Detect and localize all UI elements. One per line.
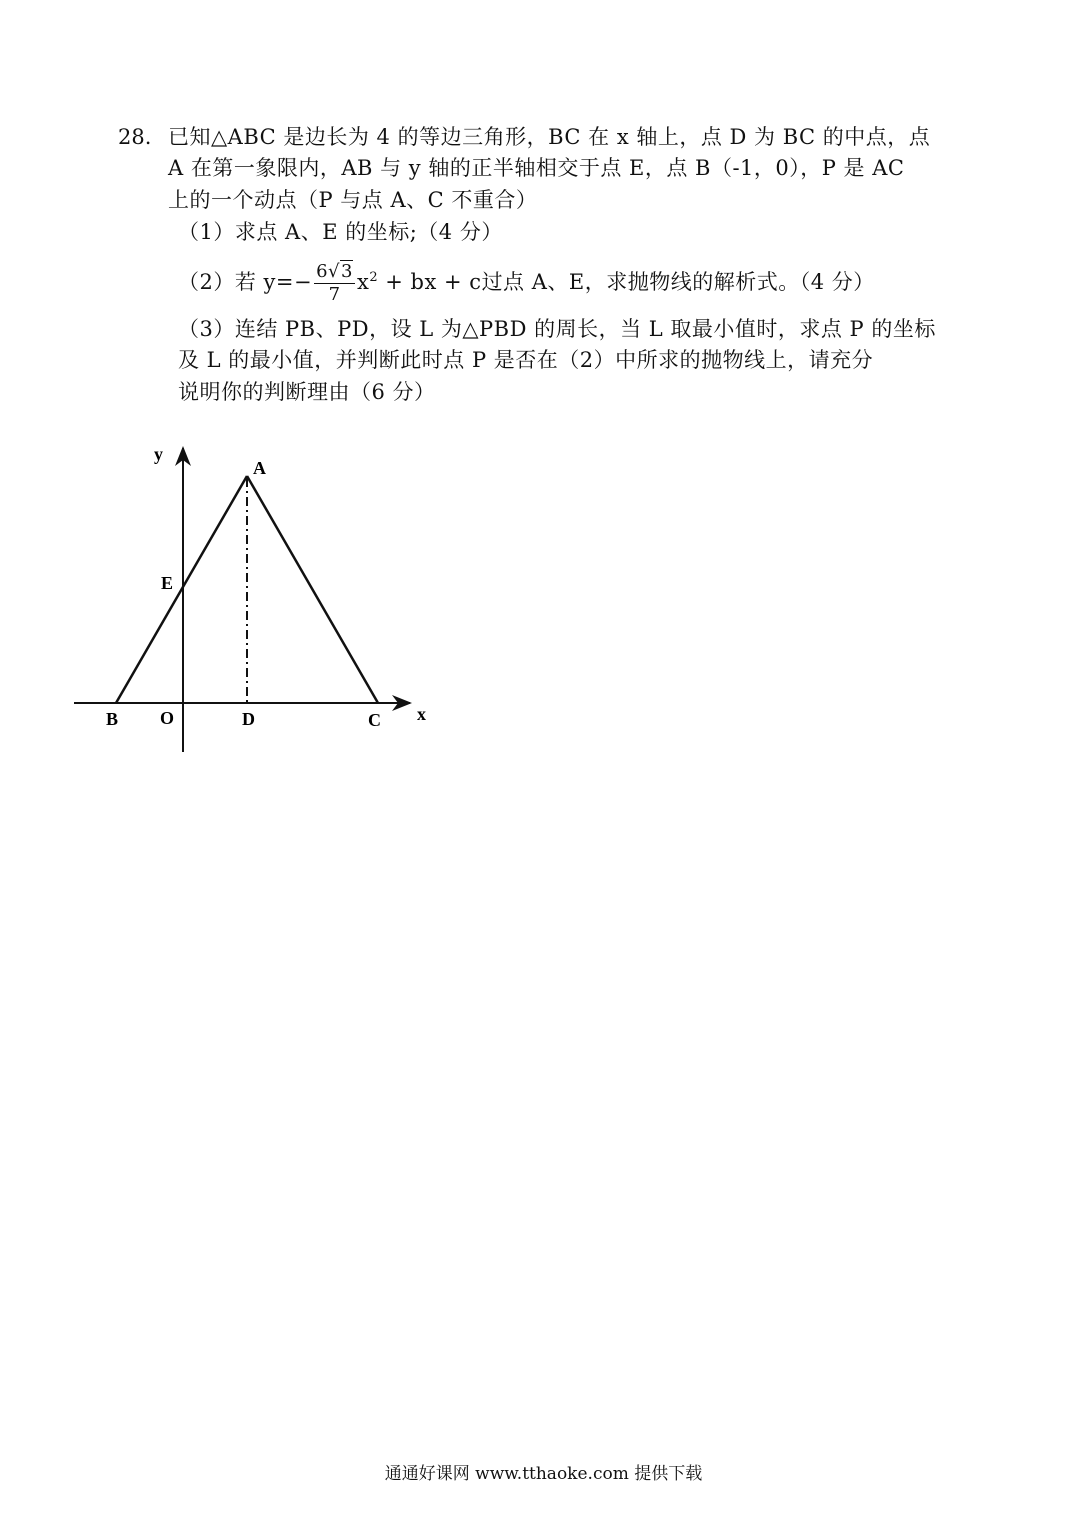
side-ac [247,476,378,703]
rest-terms: + bx + c [378,270,482,294]
problem-line-1: 已知△ABC 是边长为 4 的等边三角形，BC 在 x 轴上，点 D 为 BC 的中点，点 [168,125,931,149]
label-c: C [368,710,381,730]
label-x: x [417,704,426,724]
part-2-suffix: 过点 A、E，求抛物线的解析式。（4 分） [481,270,875,294]
part-3-line-2: 及 L 的最小值，并判断此时点 P 是否在（2）中所求的抛物线上，请充分 [178,348,874,372]
frac-num-radicand: 3 [341,261,353,282]
part-3-line-1: （3）连结 PB、PD，设 L 为△PBD 的周长，当 L 取最小值时，求点 P 的坐标 [178,317,936,341]
exponent: 2 [369,270,379,285]
footer: 通通好课网 www.tthaoke.com 提供下载 [384,1464,703,1484]
label-e: E [161,573,174,593]
problem-line-2: A 在第一象限内，AB 与 y 轴的正半轴相交于点 E，点 B（-1，0），P 是 AC [168,156,905,180]
label-d: D [242,709,255,729]
label-a: A [253,458,266,478]
label-b: B [106,709,119,729]
coefficient-fraction: $\frac{6√3}{7}$ [316,261,353,305]
label-y: y [154,444,163,464]
side-ab [116,476,247,703]
part-2-prefix: （2）若 y=− [178,270,313,294]
part-3-line-3: 说明你的判断理由（6 分） [178,380,436,404]
frac-denominator: 7 [328,284,341,305]
term-x: x [356,270,370,294]
question-number: 28. [118,125,152,149]
part-1: （1）求点 A、E 的坐标;（4 分） [178,220,503,244]
problem-line-3: 上的一个动点（P 与点 A、C 不重合） [168,188,538,212]
frac-num-coef: 6 [316,261,329,282]
label-o: O [160,708,175,728]
